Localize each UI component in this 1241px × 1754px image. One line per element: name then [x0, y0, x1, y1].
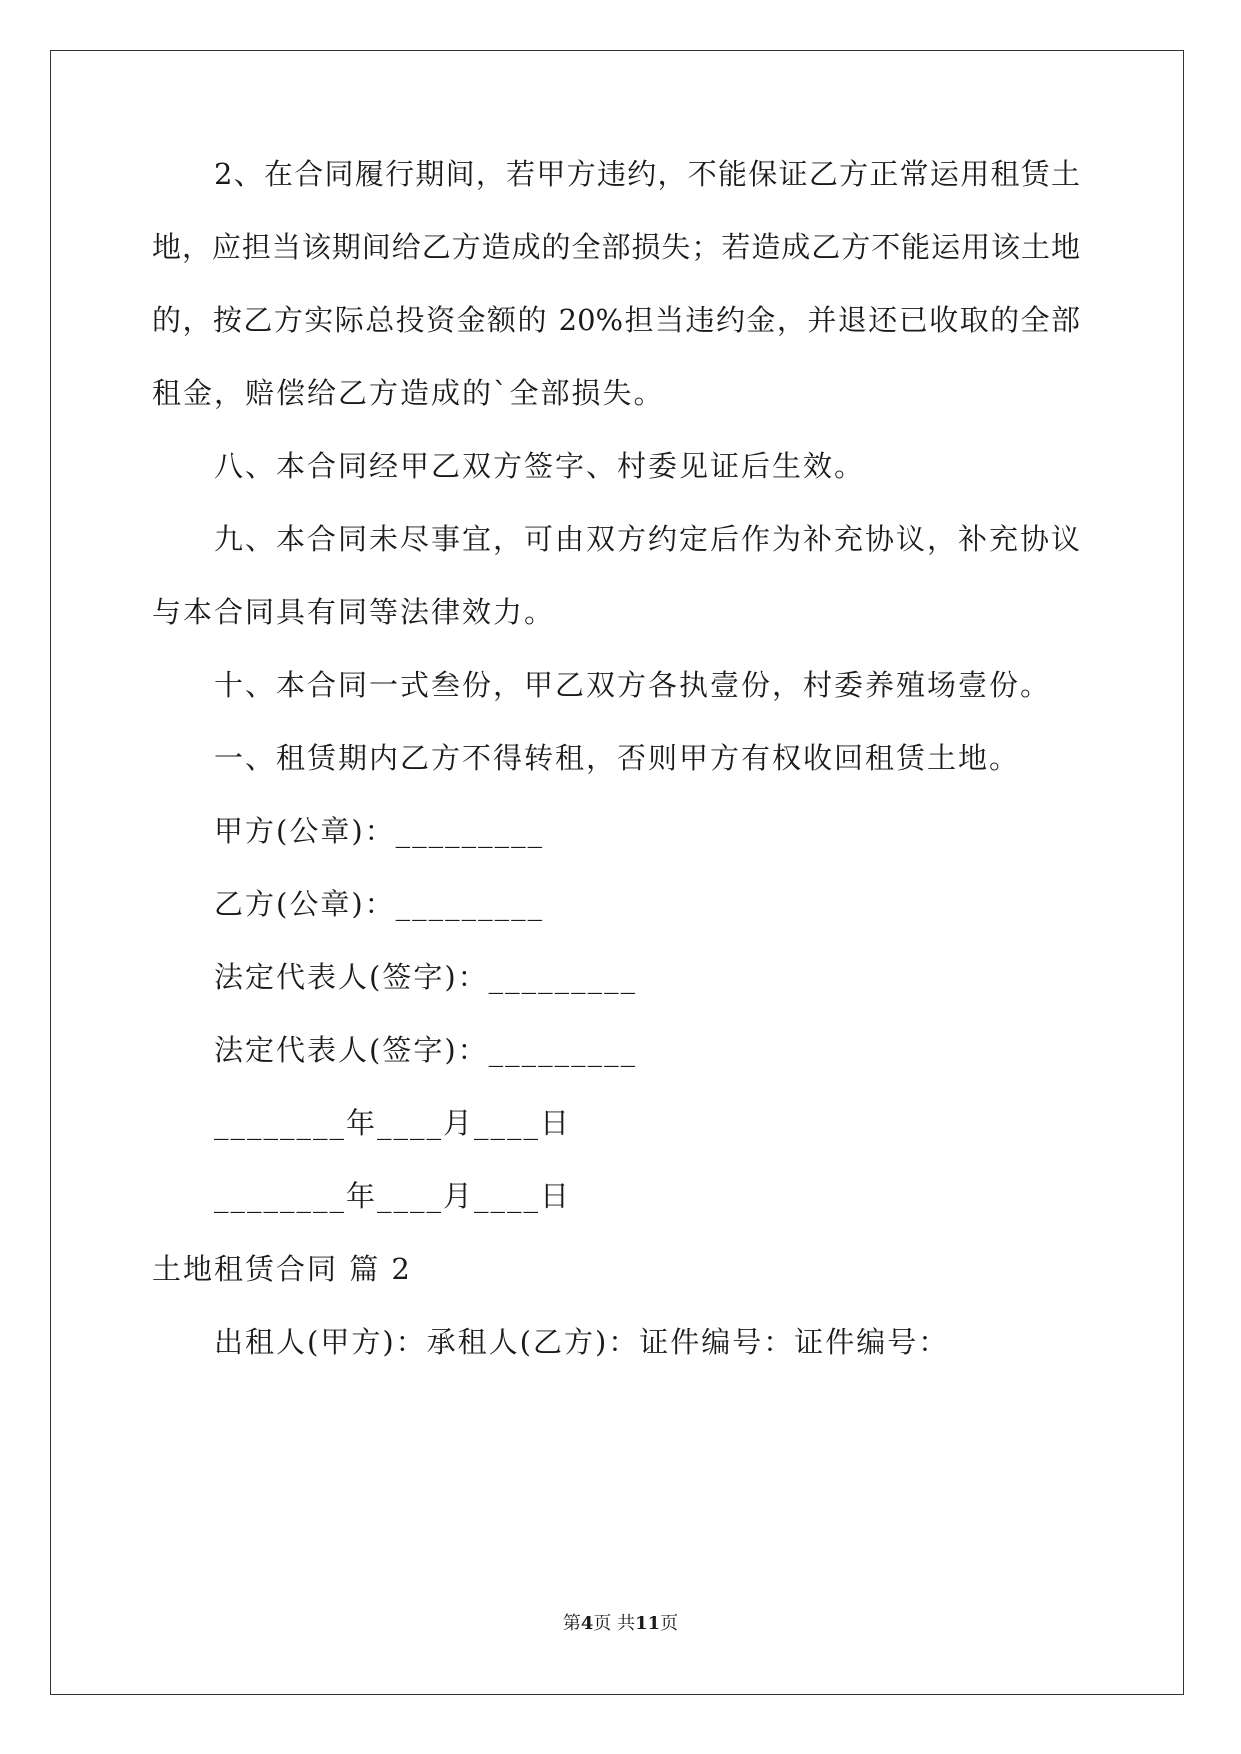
- paragraph-line: 八、本合同经甲乙双方签字、村委见证后生效。: [214, 449, 866, 483]
- paragraph-line: 与本合同具有同等法律效力。: [152, 595, 556, 629]
- signature-line-representative: 法定代表人(签字)：_________: [214, 1033, 638, 1067]
- signature-line-party-a: 甲方(公章)：_________: [214, 814, 545, 848]
- signature-line-representative: 法定代表人(签字)：_________: [214, 960, 638, 994]
- page-prefix: 第: [562, 1613, 581, 1634]
- paragraph-line: 租金，赔偿给乙方造成的`全部损失。: [152, 376, 665, 410]
- paragraph-line: 十、本合同一式叁份，甲乙双方各执壹份，村委养殖场壹份。: [214, 668, 1052, 702]
- section-heading: 土地租赁合同 篇 2: [152, 1252, 412, 1286]
- paragraph-line: 一、租赁期内乙方不得转租，否则甲方有权收回租赁土地。: [214, 741, 1021, 775]
- page-border: [50, 50, 1184, 1695]
- paragraph-line: 九、本合同未尽事宜，可由双方约定后作为补充协议，补充协议: [214, 522, 1080, 556]
- paragraph-line: 出租人(甲方)：承租人(乙方)：证件编号：证件编号：: [214, 1325, 950, 1359]
- date-line: ________年____月____日: [214, 1106, 572, 1140]
- paragraph-line: 地，应担当该期间给乙方造成的全部损失；若造成乙方不能运用该土地: [152, 230, 1080, 264]
- page-footer: [0, 1612, 1241, 1636]
- page-current: 4: [580, 1613, 594, 1634]
- page-mid: 页 共: [593, 1613, 636, 1634]
- date-line: ________年____月____日: [214, 1179, 572, 1213]
- page-suffix: 页: [660, 1613, 679, 1634]
- paragraph-line: 的，按乙方实际总投资金额的 20%担当违约金，并退还已收取的全部: [152, 303, 1080, 337]
- signature-line-party-b: 乙方(公章)：_________: [214, 887, 545, 921]
- paragraph-line: 2、在合同履行期间，若甲方违约，不能保证乙方正常运用租赁土: [214, 157, 1080, 191]
- page-total: 11: [635, 1613, 661, 1634]
